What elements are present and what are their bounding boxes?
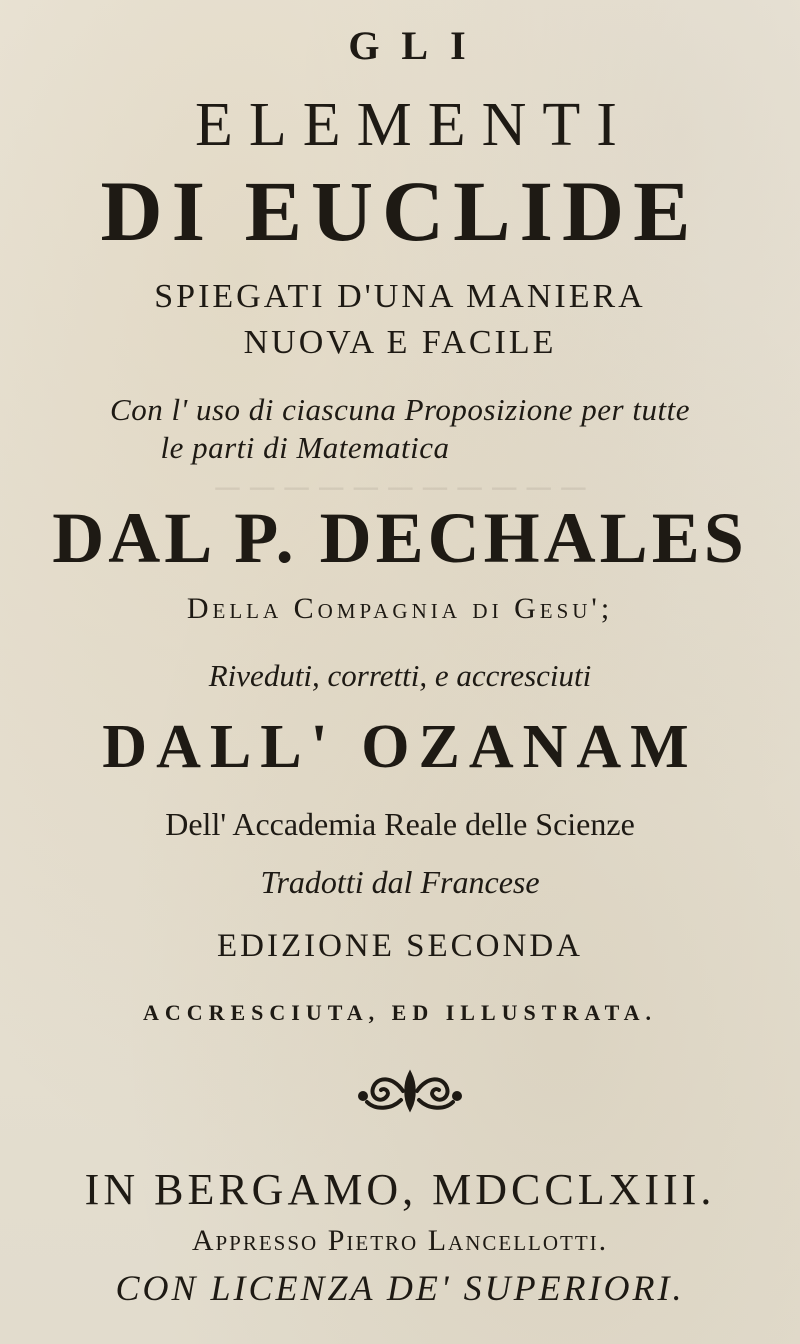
- subtitle-spiegati: SPIEGATI D'UNA MANIERA: [154, 278, 646, 315]
- author-affiliation: Della Compagnia di Gesu';: [186, 592, 614, 625]
- heading-di-euclide: DI EUCLIDE: [100, 163, 700, 259]
- heading-elementi: ELEMENTI: [195, 91, 633, 159]
- fleuron-ornament-icon: [355, 1066, 465, 1116]
- imprint-place-date: IN BERGAMO, MDCCLXIII.: [84, 1165, 716, 1214]
- imprint-printer: Appresso Pietro Lancellotti.: [191, 1224, 609, 1257]
- edition-note: ACCRESCIUTA, ED ILLUSTRATA.: [142, 1000, 658, 1025]
- heading-gli: GLI: [348, 23, 488, 68]
- reviser-ozanam: DALL' OZANAM: [102, 713, 698, 781]
- translation-note: Tradotti dal Francese: [260, 864, 540, 900]
- imprint-license: CON LICENZA DE' SUPERIORI.: [115, 1268, 685, 1308]
- author-dechales: DAL P. DECHALES: [52, 498, 748, 578]
- subtitle-nuova-e-facile: NUOVA E FACILE: [243, 324, 557, 361]
- description-line-1: Con l' uso di ciascuna Proposizione per tutte: [110, 392, 690, 427]
- description-line-2: le parti di Matematica: [160, 430, 450, 465]
- edition-statement: EDIZIONE SECONDA: [216, 928, 584, 964]
- revision-note: Riveduti, corretti, e accresciuti: [208, 658, 592, 693]
- show-through-texture: ─ ─ ─ ─ ─ ─ ─ ─ ─ ─ ─: [214, 470, 586, 507]
- reviser-affiliation: Dell' Accademia Reale delle Scienze: [165, 806, 635, 842]
